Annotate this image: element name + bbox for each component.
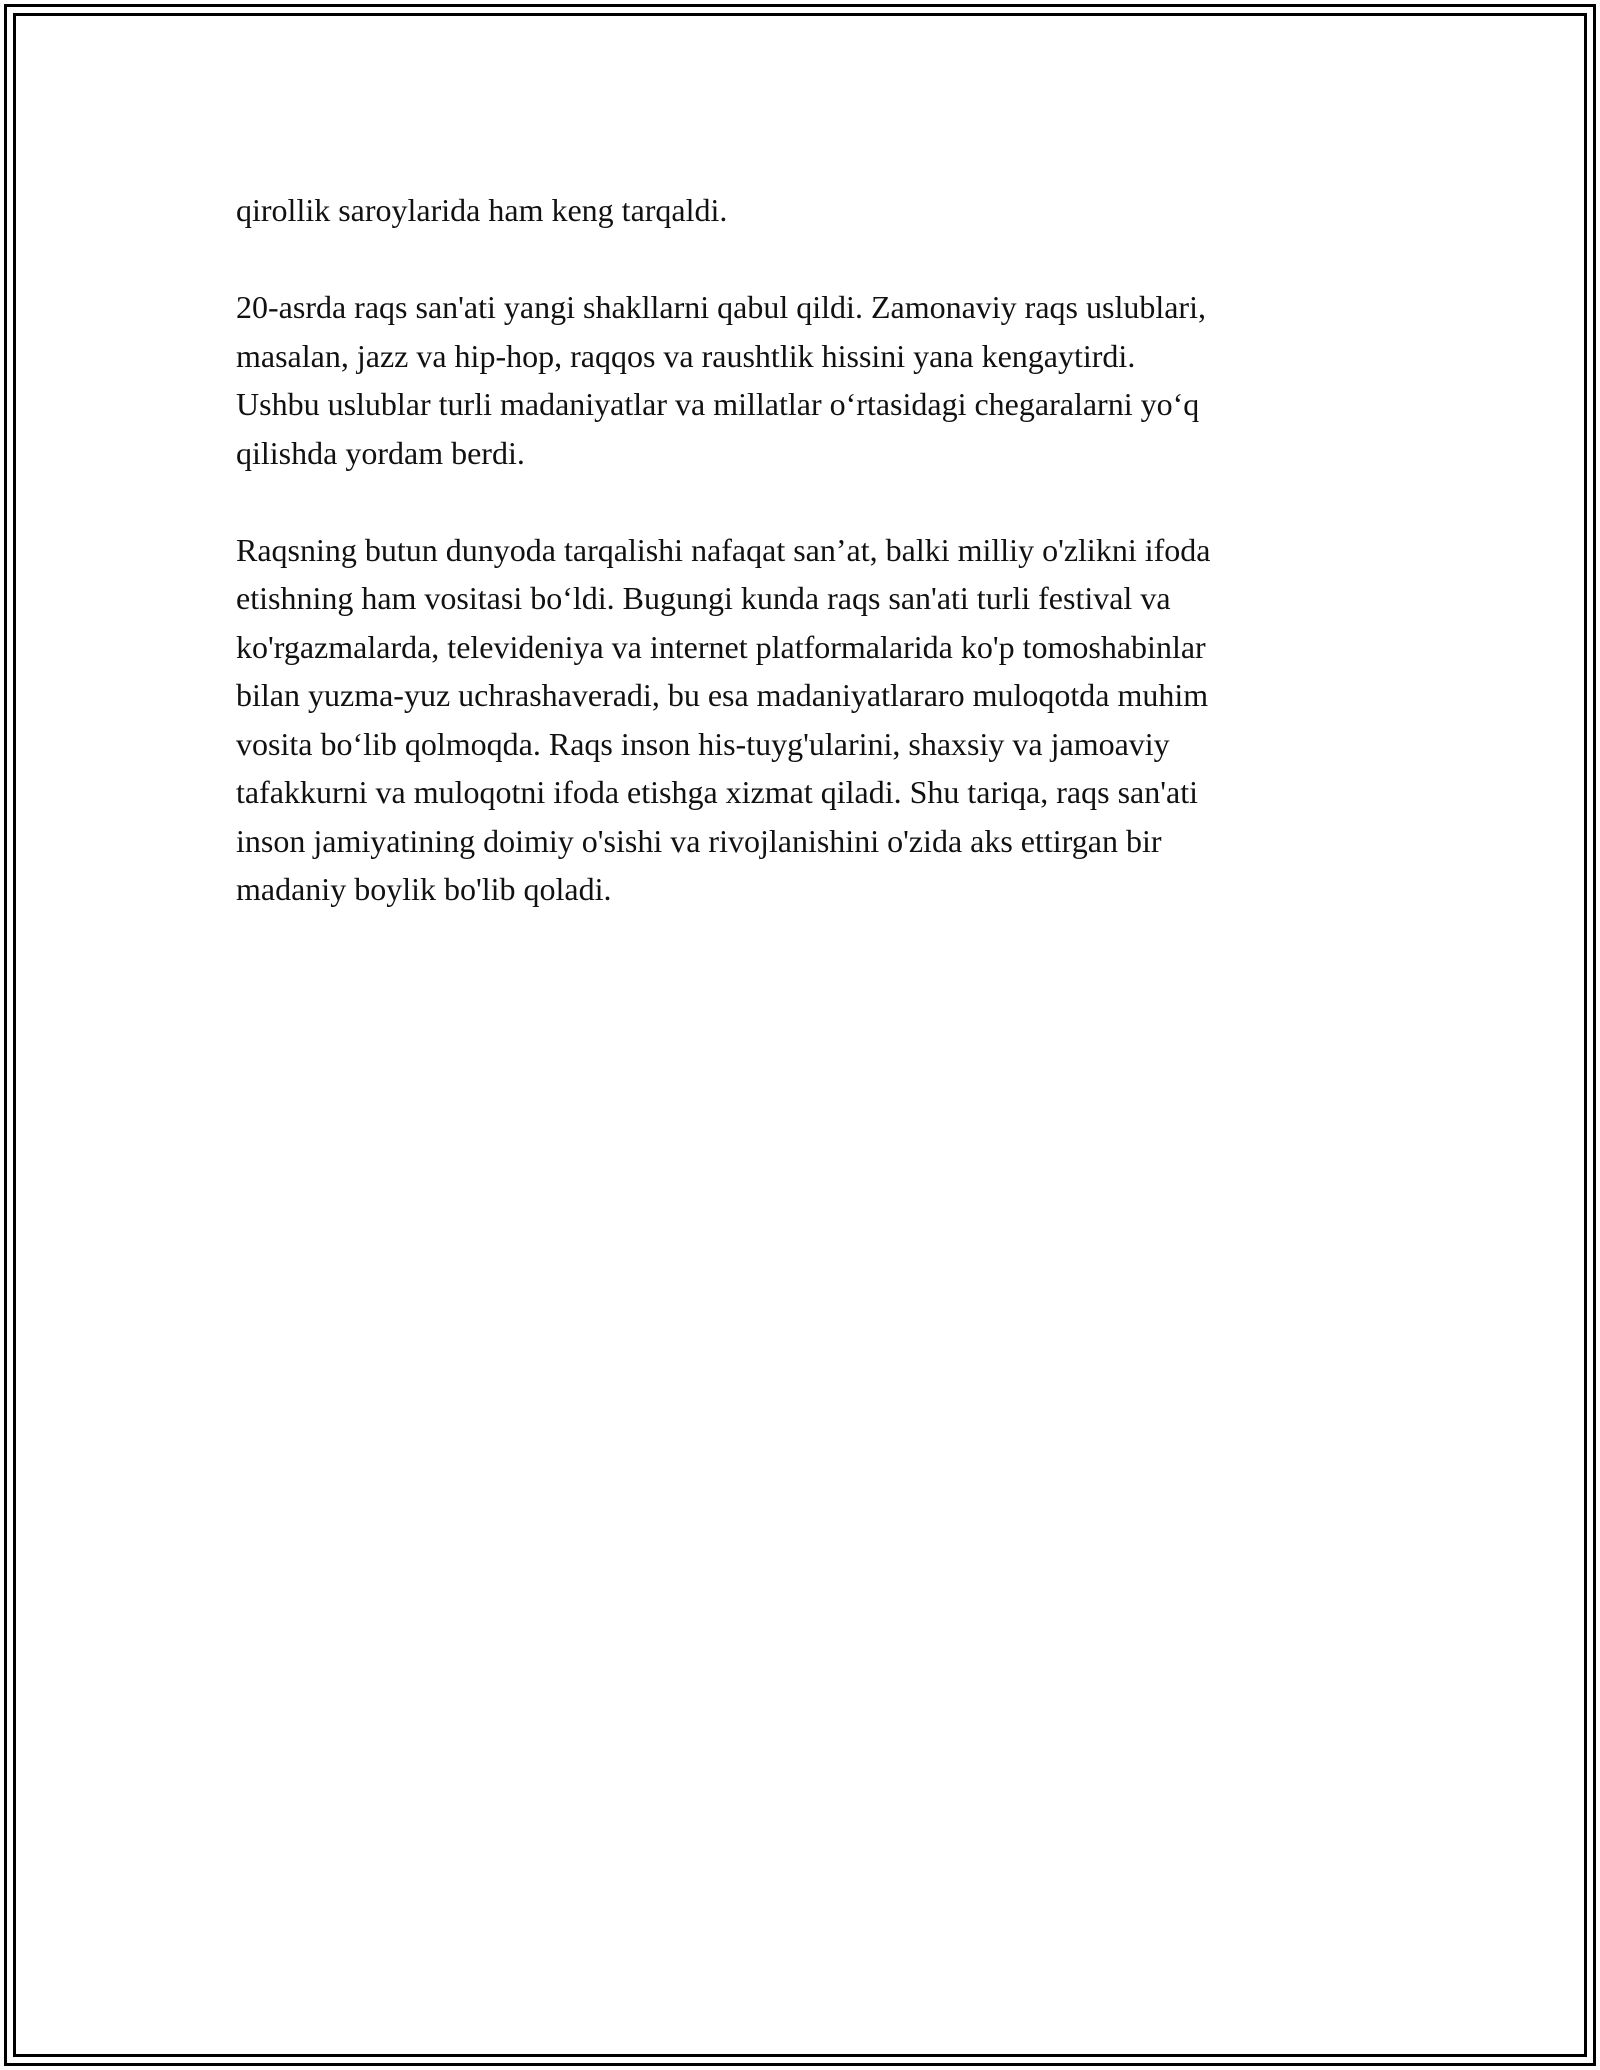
paragraph-1: qirollik saroylarida ham keng tarqaldi. — [236, 192, 728, 228]
document-body — [236, 186, 1376, 962]
paragraph-3: Raqsning butun dunyoda tarqalishi nafaqat san’at, balki milliy o'zlikni ifoda etishning ham vositasi bo‘ldi. Bugungi kunda raqs san'ati turli festival va ko'rgazmalarda, televideniya va internet platformalarida ko'p tomoshabinlar bilan yuzma-yuz uchrashaveradi, bu esa madaniyatlararo muloqotda muhim vosita bo‘lib qolmoqda. Raqs inson his-tuyg'ularini, shaxsiy va jamoaviy tafakkurni va muloqotni ifoda etishga xizmat qiladi. Shu tariqa, raqs san'ati inson jamiyatining doimiy o'sishi va rivojlanishini o'zida aks ettirgan bir madaniy boylik bo'lib qoladi. — [236, 531, 1211, 907]
paragraph-2: 20-asrda raqs san'ati yangi shakllarni qabul qildi. Zamonaviy raqs uslublari, masalan, jazz va hip-hop, raqqos va raushtlik hissini yana kengaytirdi. Ushbu uslublar turli madaniyatlar va millatlar o‘rtasidagi chegaralarni yo‘q qilishda yordam berdi. — [236, 289, 1206, 471]
